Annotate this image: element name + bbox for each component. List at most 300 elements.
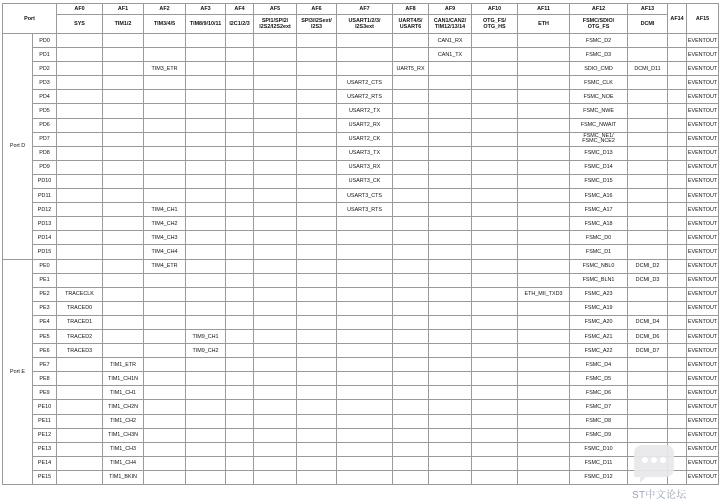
- af-cell: [668, 160, 687, 174]
- af-cell: [57, 48, 103, 62]
- af-cell: [297, 174, 337, 188]
- af-cell: [103, 203, 144, 217]
- af-cell: [297, 231, 337, 245]
- af-cell: [628, 174, 668, 188]
- af-cell: [393, 146, 429, 160]
- af-cell: FSMC_CLK: [570, 76, 628, 90]
- af-cell: [254, 428, 297, 442]
- table-row: [3, 245, 719, 259]
- af-cell: [393, 231, 429, 245]
- af-cell: [226, 146, 254, 160]
- af-cell: [254, 118, 297, 132]
- af-cell: [668, 62, 687, 76]
- af-cell: [144, 428, 186, 442]
- table-row: [3, 456, 719, 470]
- af-cell: [518, 344, 570, 358]
- af-function-label: I2C1/2/3: [229, 21, 250, 27]
- af-cell: [297, 273, 337, 287]
- af-cell: [393, 90, 429, 104]
- af-cell: [518, 189, 570, 203]
- af-cell: [144, 273, 186, 287]
- af-cell: [628, 287, 668, 301]
- af-cell: [472, 470, 518, 484]
- af-function-label: OTG_FS/ OTG_HS: [482, 18, 507, 30]
- af-cell: [337, 287, 393, 301]
- af-cell: FSMC_NBL0: [570, 259, 628, 273]
- af-cell: [186, 189, 226, 203]
- af-cell: [337, 245, 393, 259]
- af-cell: [144, 104, 186, 118]
- af-cell: TIM1_CH3N: [103, 428, 144, 442]
- af-cell: [103, 301, 144, 315]
- af-cell: EVENTOUT: [687, 315, 719, 329]
- af-cell: [186, 90, 226, 104]
- af-cell: [186, 414, 226, 428]
- af-cell: USART3_RX: [337, 160, 393, 174]
- af-cell: [186, 273, 226, 287]
- pin-name-cell: PD12: [33, 203, 57, 217]
- af-cell: TIM4_CH4: [144, 245, 186, 259]
- af-cell: [393, 104, 429, 118]
- af-cell: [254, 372, 297, 386]
- af-cell: [254, 470, 297, 484]
- af-cell: [429, 400, 472, 414]
- af-cell: [668, 104, 687, 118]
- af-cell: EVENTOUT: [687, 414, 719, 428]
- af-cell: [297, 146, 337, 160]
- af-cell: TIM1_ETR: [103, 358, 144, 372]
- af-cell: [518, 358, 570, 372]
- af-cell: [472, 76, 518, 90]
- af-cell: EVENTOUT: [687, 442, 719, 456]
- af-cell: EVENTOUT: [687, 400, 719, 414]
- table-row: [3, 174, 719, 188]
- af-cell: FSMC_A22: [570, 344, 628, 358]
- af-cell: [472, 287, 518, 301]
- af-cell: [337, 62, 393, 76]
- af-cell: [186, 104, 226, 118]
- af-cell: [254, 245, 297, 259]
- table-header: [3, 4, 719, 34]
- af-cell: [186, 174, 226, 188]
- af-cell: [226, 104, 254, 118]
- af-function-header: [57, 15, 103, 34]
- af-cell: [393, 470, 429, 484]
- af-cell: [254, 48, 297, 62]
- af-cell: [429, 414, 472, 428]
- af-cell: [668, 48, 687, 62]
- af-cell: [144, 146, 186, 160]
- af-cell: [429, 189, 472, 203]
- af-cell: [472, 217, 518, 231]
- af-cell: [429, 386, 472, 400]
- af-cell: [628, 414, 668, 428]
- af-cell: [393, 329, 429, 343]
- af-cell: USART2_CK: [337, 132, 393, 146]
- table-row: [3, 76, 719, 90]
- af-cell: [226, 203, 254, 217]
- af-cell: EVENTOUT: [687, 301, 719, 315]
- pin-name-cell: PE10: [33, 400, 57, 414]
- af-cell: [429, 301, 472, 315]
- af-cell: EVENTOUT: [687, 174, 719, 188]
- table-row: [3, 203, 719, 217]
- table-row: [3, 315, 719, 329]
- af-cell: FSMC_D13: [570, 146, 628, 160]
- af-cell: [429, 428, 472, 442]
- af-cell: [393, 358, 429, 372]
- af-cell: [393, 245, 429, 259]
- af-cell: TIM4_CH1: [144, 203, 186, 217]
- af-cell: [254, 301, 297, 315]
- af-cell: [337, 386, 393, 400]
- af-cell: [297, 245, 337, 259]
- af-cell: [628, 189, 668, 203]
- af-cell: [186, 160, 226, 174]
- af-cell: [297, 160, 337, 174]
- af-function-header: [144, 15, 186, 34]
- af-code-header: AF7: [337, 4, 393, 15]
- af-code-header: AF1: [103, 4, 144, 15]
- af-cell: [393, 217, 429, 231]
- af-cell: [518, 470, 570, 484]
- af-cell: [337, 400, 393, 414]
- af-cell: TIM9_CH1: [186, 329, 226, 343]
- af-cell: [57, 386, 103, 400]
- af-cell: [103, 329, 144, 343]
- af-cell: [518, 104, 570, 118]
- af-cell: [144, 174, 186, 188]
- af-function-header: [472, 15, 518, 34]
- af-cell: [57, 203, 103, 217]
- pin-name-cell: PD5: [33, 104, 57, 118]
- af-cell: FSMC_A20: [570, 315, 628, 329]
- af-cell: [254, 34, 297, 48]
- af-cell: [518, 174, 570, 188]
- af-cell: [226, 329, 254, 343]
- af-cell: EVENTOUT: [687, 62, 719, 76]
- pin-name-cell: PE13: [33, 442, 57, 456]
- af-cell: [393, 414, 429, 428]
- table-row: [3, 428, 719, 442]
- af-cell: [186, 231, 226, 245]
- af-cell: [472, 344, 518, 358]
- af-cell: [472, 160, 518, 174]
- af-cell: FSMC_D7: [570, 400, 628, 414]
- af-cell: [472, 273, 518, 287]
- af-cell: EVENTOUT: [687, 456, 719, 470]
- af-cell: [226, 231, 254, 245]
- af-cell: [297, 48, 337, 62]
- af-cell: DCMI_D7: [628, 344, 668, 358]
- af-cell: [628, 118, 668, 132]
- af-cell: [254, 358, 297, 372]
- bubble-dot: [651, 457, 657, 463]
- af-cell: FSMC_D12: [570, 470, 628, 484]
- af-cell: TIM1_CH3: [103, 442, 144, 456]
- af-cell: FSMC_D3: [570, 48, 628, 62]
- af-cell: EVENTOUT: [687, 470, 719, 484]
- af-cell: [297, 189, 337, 203]
- af-cell: [297, 358, 337, 372]
- af-cell: [393, 174, 429, 188]
- af-cell: USART2_RX: [337, 118, 393, 132]
- af-cell: [668, 174, 687, 188]
- af-cell: [472, 456, 518, 470]
- af-cell: [144, 372, 186, 386]
- af-cell: EVENTOUT: [687, 259, 719, 273]
- af-cell: [429, 217, 472, 231]
- af-cell: [103, 76, 144, 90]
- af-cell: FSMC_D2: [570, 34, 628, 48]
- af-function-header: [518, 15, 570, 34]
- af-cell: DCMI_D3: [628, 273, 668, 287]
- af-cell: [254, 329, 297, 343]
- af-cell: [254, 315, 297, 329]
- af-cell: [337, 414, 393, 428]
- af-cell: [103, 48, 144, 62]
- af-cell: [226, 174, 254, 188]
- af-cell: [226, 414, 254, 428]
- af-cell: [297, 287, 337, 301]
- af-cell: [628, 386, 668, 400]
- table-row: [3, 386, 719, 400]
- af-cell: EVENTOUT: [687, 203, 719, 217]
- af-cell: [393, 315, 429, 329]
- table-row: [3, 273, 719, 287]
- af-cell: [518, 48, 570, 62]
- af-cell: [429, 273, 472, 287]
- af-cell: [668, 132, 687, 146]
- af-cell: [472, 259, 518, 273]
- af-cell: FSMC_D15: [570, 174, 628, 188]
- af-cell: EVENTOUT: [687, 118, 719, 132]
- alternate-function-table: [2, 3, 719, 485]
- af-cell: TIM4_CH3: [144, 231, 186, 245]
- table-row: [3, 217, 719, 231]
- af-function-label: ETH: [538, 21, 549, 27]
- af-cell: [144, 189, 186, 203]
- af-cell: EVENTOUT: [687, 372, 719, 386]
- af-cell: EVENTOUT: [687, 146, 719, 160]
- af-cell: [472, 231, 518, 245]
- table-row: [3, 470, 719, 484]
- af-cell: [254, 132, 297, 146]
- af-cell: [226, 442, 254, 456]
- pin-name-cell: PE4: [33, 315, 57, 329]
- af-function-header: [254, 15, 297, 34]
- af-cell: [518, 315, 570, 329]
- pin-name-cell: PD6: [33, 118, 57, 132]
- af-cell: [57, 245, 103, 259]
- af-cell: [226, 315, 254, 329]
- table-row: [3, 344, 719, 358]
- af-cell: [103, 344, 144, 358]
- af-cell: EVENTOUT: [687, 386, 719, 400]
- af-cell: [297, 456, 337, 470]
- af-cell: [628, 428, 668, 442]
- af-cell: [668, 358, 687, 372]
- af-cell: [518, 118, 570, 132]
- pin-name-cell: PD3: [33, 76, 57, 90]
- pin-name-cell: PD15: [33, 245, 57, 259]
- af-cell: [472, 62, 518, 76]
- af-cell: [518, 132, 570, 146]
- af-cell: [186, 132, 226, 146]
- pin-name-cell: PE3: [33, 301, 57, 315]
- af-cell: [472, 104, 518, 118]
- af-cell: [57, 62, 103, 76]
- af-cell: [226, 456, 254, 470]
- pin-name-cell: PD2: [33, 62, 57, 76]
- af-cell: [226, 160, 254, 174]
- af-cell: [429, 358, 472, 372]
- af-cell: [429, 160, 472, 174]
- af-cell: [429, 442, 472, 456]
- af-cell: EVENTOUT: [687, 48, 719, 62]
- af-cell: [144, 160, 186, 174]
- af-cell: [628, 90, 668, 104]
- af-cell: [254, 400, 297, 414]
- af-cell: FSMC_D1: [570, 245, 628, 259]
- af-cell: [518, 90, 570, 104]
- af-cell: [297, 259, 337, 273]
- af-function-label: FSMC/SDIO/: [582, 18, 615, 24]
- af-cell: [472, 90, 518, 104]
- af-cell: [186, 62, 226, 76]
- af-cell: [472, 301, 518, 315]
- af-cell: [103, 217, 144, 231]
- af-code-header: AF15: [687, 4, 719, 34]
- af-cell: [57, 118, 103, 132]
- af-cell: [57, 76, 103, 90]
- af-function-header: [393, 15, 429, 34]
- af-cell: [297, 90, 337, 104]
- af-cell: [297, 104, 337, 118]
- af-cell: EVENTOUT: [687, 287, 719, 301]
- af-cell: EVENTOUT: [687, 273, 719, 287]
- af-cell: [429, 231, 472, 245]
- af-cell: EVENTOUT: [687, 344, 719, 358]
- af-cell: [226, 470, 254, 484]
- af-function-label: SYS: [74, 21, 85, 27]
- af-cell: [337, 442, 393, 456]
- af-cell: [472, 386, 518, 400]
- af-cell: [628, 34, 668, 48]
- af-cell: [144, 132, 186, 146]
- af-cell: [103, 104, 144, 118]
- af-function-header: [570, 15, 628, 34]
- af-cell: [337, 358, 393, 372]
- af-cell: [518, 231, 570, 245]
- af-cell: [393, 76, 429, 90]
- af-cell: [518, 146, 570, 160]
- af-cell: [429, 118, 472, 132]
- af-cell: [668, 259, 687, 273]
- af-cell: [393, 273, 429, 287]
- table-row: [3, 160, 719, 174]
- af-cell: [393, 34, 429, 48]
- af-cell: [472, 372, 518, 386]
- af-cell: FSMC_D0: [570, 231, 628, 245]
- af-cell: [254, 273, 297, 287]
- bubble-dot: [642, 457, 648, 463]
- af-cell: [144, 76, 186, 90]
- af-cell: [628, 48, 668, 62]
- af-cell: TRACED0: [57, 301, 103, 315]
- table-row: [3, 372, 719, 386]
- af-cell: [472, 315, 518, 329]
- af-cell: [254, 189, 297, 203]
- af-cell: [297, 329, 337, 343]
- pin-name-cell: PE14: [33, 456, 57, 470]
- af-cell: [472, 132, 518, 146]
- af-cell: [429, 259, 472, 273]
- af-cell: [472, 442, 518, 456]
- af-cell: [254, 104, 297, 118]
- af-cell: [429, 470, 472, 484]
- af-cell: [103, 146, 144, 160]
- af-cell: [226, 287, 254, 301]
- af-cell: [226, 428, 254, 442]
- af-function-header: [226, 15, 254, 34]
- af-cell: [518, 301, 570, 315]
- table-row: [3, 301, 719, 315]
- af-cell: TRACED1: [57, 315, 103, 329]
- af-cell: [337, 344, 393, 358]
- af-cell: [254, 386, 297, 400]
- pin-name-cell: PE0: [33, 259, 57, 273]
- af-cell: [103, 287, 144, 301]
- af-cell: FSMC_D10: [570, 442, 628, 456]
- af-cell: DCMI_D6: [628, 329, 668, 343]
- pin-name-cell: PE15: [33, 470, 57, 484]
- af-cell: [429, 62, 472, 76]
- af-cell: [103, 174, 144, 188]
- af-cell: [297, 62, 337, 76]
- af-cell: [472, 400, 518, 414]
- af-cell: [144, 456, 186, 470]
- af-cell: [297, 414, 337, 428]
- af-cell: [144, 301, 186, 315]
- af-cell: [472, 329, 518, 343]
- af-cell: [337, 301, 393, 315]
- af-cell: EVENTOUT: [687, 189, 719, 203]
- af-cell: [393, 189, 429, 203]
- af-cell: [254, 442, 297, 456]
- af-cell: FSMC_A23: [570, 287, 628, 301]
- af-cell: [518, 273, 570, 287]
- af-cell: TIM4_ETR: [144, 259, 186, 273]
- af-cell: [226, 189, 254, 203]
- af-cell: [226, 34, 254, 48]
- af-function-header: [186, 15, 226, 34]
- af-cell: FSMC_A21: [570, 329, 628, 343]
- af-cell: [57, 90, 103, 104]
- af-cell: [628, 231, 668, 245]
- af-cell: [57, 189, 103, 203]
- af-cell: [337, 217, 393, 231]
- af-cell: [186, 146, 226, 160]
- af-cell: [186, 372, 226, 386]
- af-cell: TRACED2: [57, 329, 103, 343]
- af-cell: [518, 400, 570, 414]
- af-cell: [144, 400, 186, 414]
- af-cell-text: FSMC_NE1/ FSMC_NCE2: [582, 132, 615, 145]
- table-row: [3, 329, 719, 343]
- af-cell: [226, 386, 254, 400]
- af-cell: FSMC_A18: [570, 217, 628, 231]
